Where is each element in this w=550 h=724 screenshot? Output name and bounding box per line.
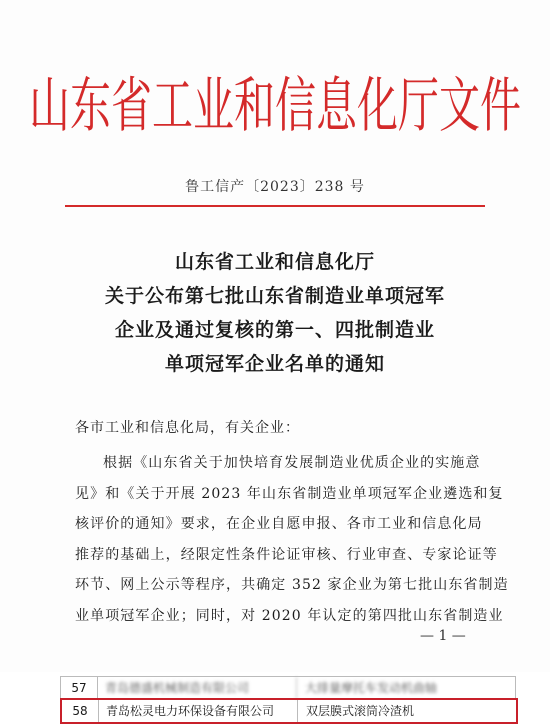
notice-title-line: 山东省工业和信息化厅: [174, 251, 375, 273]
table-row: [60, 676, 516, 700]
document-header-title: 山东省工业和信息化厅文件: [29, 71, 521, 141]
row-number: 58: [62, 700, 99, 722]
row-number: 57: [61, 677, 98, 699]
body-line: 见》和《关于开展 2023 年山东省制造业单项冠军企业遴选和复: [75, 485, 504, 502]
product-name-blurred: 大排量摩托车发动机曲轴: [305, 681, 438, 695]
body-line: 环节、网上公示等程序，共确定 352 家企业为第七批山东省制造: [75, 577, 509, 593]
notice-title: [0, 245, 550, 381]
notice-title-line: 企业及通过复核的第一、四批制造业: [114, 319, 435, 341]
page-number: — 1 —: [420, 628, 466, 644]
body-line: 推荐的基础上，经限定性条件论证审核、行业审查、专家论证等: [75, 546, 498, 563]
notice-title-line: 单项冠军企业名单的通知: [164, 353, 385, 375]
body-paragraph: [75, 448, 509, 631]
company-name-blurred: 青岛德盛机械制造有限公司: [97, 677, 297, 699]
body-line: 根据《山东省关于加快培育发展制造业优质企业的实施意: [103, 455, 481, 471]
table-row-highlighted: [60, 698, 518, 724]
document-number: 鲁工信产〔2023〕238 号: [185, 179, 365, 195]
company-name: 青岛松灵电力环保设备有限公司: [98, 700, 298, 722]
red-divider-line: [65, 205, 485, 207]
salutation: 各市工业和信息化局，有关企业：: [75, 420, 300, 436]
body-line: 业单项冠军企业；同时，对 2020 年认定的第四批山东省制造业: [75, 607, 504, 624]
body-line: 核评价的通知》要求，在企业自愿申报、各市工业和信息化局: [75, 516, 483, 532]
notice-title-line: 关于公布第七批山东省制造业单项冠军: [104, 285, 445, 307]
company-list-table: [0, 672, 550, 723]
product-name: 双层膜式滚筒冷渣机: [306, 704, 415, 718]
